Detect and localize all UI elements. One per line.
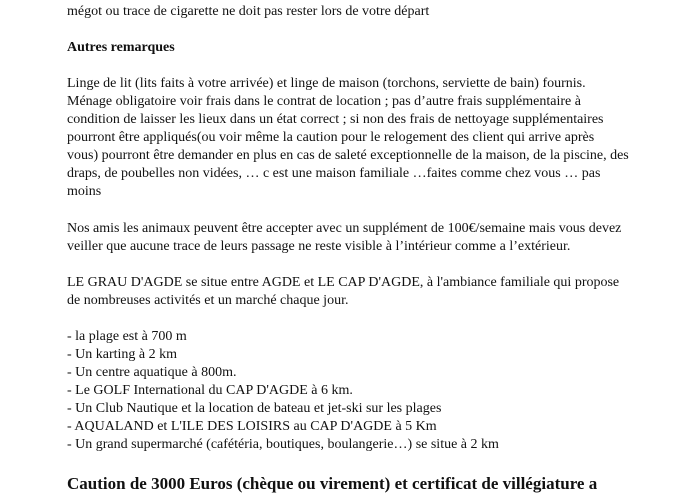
remarks-line: vous) pourront être demander en plus en cas de saleté exceptionnelle de la maison, de la piscine, des (67, 148, 629, 163)
animals-line: Nos amis les animaux peuvent être accepter avec un supplément de 100€/semaine mais vous devez (67, 221, 622, 236)
remarks-line: moins (67, 184, 102, 199)
list-item: - Un karting à 2 km (67, 347, 178, 362)
intro-line: mégot ou trace de cigarette ne doit pas rester lors de votre départ (67, 4, 430, 19)
remarks-line: Linge de lit (lits faits à votre arrivée) et linge de maison (torchons, serviette de bain) fournis. (67, 76, 586, 91)
list-item: - Un Club Nautique et la location de bateau et jet-ski sur les plages (67, 401, 442, 416)
list-item: - Un grand supermarché (cafétéria, boutiques, boulangerie…) se situe à 2 km (67, 437, 499, 452)
list-item: - Un centre aquatique à 800m. (67, 365, 237, 380)
list-item: - la plage est à 700 m (67, 329, 187, 344)
location-line: de nombreuses activités et un marché chaque jour. (67, 293, 349, 308)
list-item: - Le GOLF International du CAP D'AGDE à 6 km. (67, 383, 353, 398)
remarks-line: Ménage obligatoire voir frais dans le contrat de location ; pas d’autre frais supplémentaire à (67, 94, 581, 109)
list-item: - AQUALAND et L'ILE DES LOISIRS au CAP D'AGDE à 5 Km (67, 419, 437, 434)
deposit-heading: Caution de 3000 Euros (chèque ou virement) et certificat de villégiature a (67, 474, 598, 493)
animals-line: veiller que aucune trace de leurs passage ne reste visible à l’intérieur comme a l’extérieur. (67, 239, 571, 254)
location-line: LE GRAU D'AGDE se situe entre AGDE et LE CAP D'AGDE, à l'ambiance familiale qui propose (67, 275, 620, 290)
remarks-line: pourront être appliqués(ou voir même la caution pour le relogement des client qui arrive après (67, 130, 595, 145)
remarks-line: draps, de poubelles non vidées, … c est une maison familiale …faites comme chez vous … pas (67, 166, 601, 181)
section-heading: Autres remarques (67, 40, 175, 55)
remarks-line: condition de laisser les lieux dans un état correct ; si non des frais de nettoyage supplémentaires (67, 112, 604, 127)
